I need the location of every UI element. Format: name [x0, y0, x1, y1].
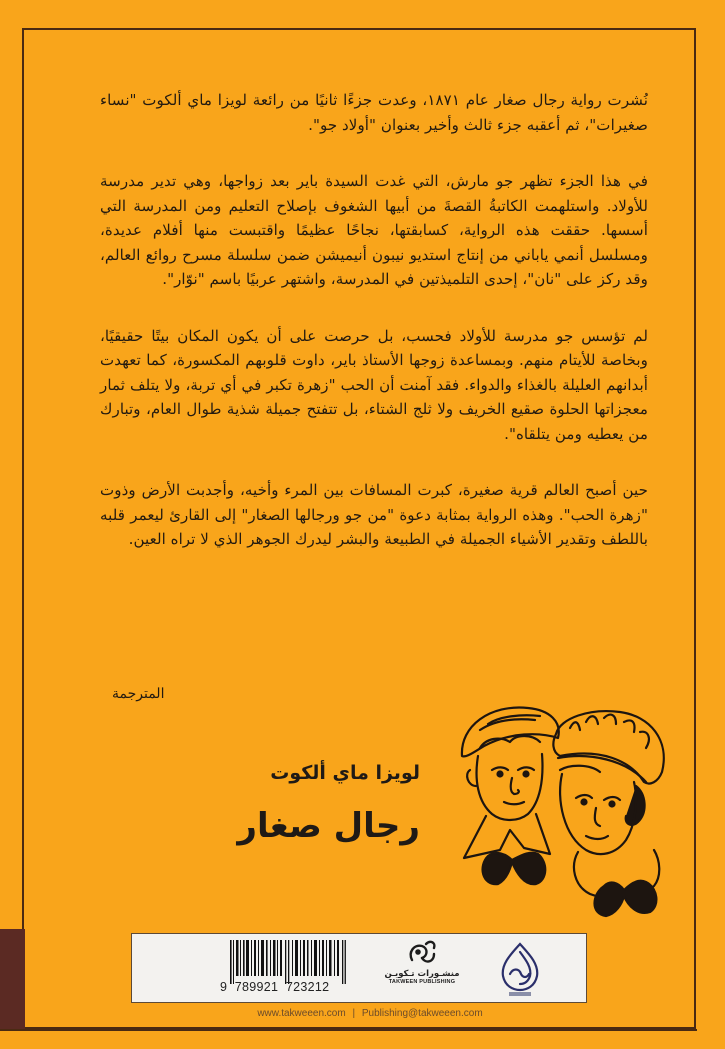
translator-signature: المترجمة — [112, 686, 165, 702]
publisher-name-en: TAKWEEN PUBLISHING — [388, 979, 456, 985]
spine-strip — [0, 929, 25, 1031]
link-separator: | — [352, 1008, 356, 1019]
email-link[interactable]: Publishing@takweeen.com — [361, 1008, 483, 1019]
publisher-contact-links — [240, 1008, 500, 1019]
blurb-paragraph-3: لم تؤسس جو مدرسة للأولاد فحسب، بل حرصت على أن يكون المكان بيتًا حقيقيًا، وبخاصة للأيتام منهم. وبمساعدة زوجها الأستاذ باير، داوت قلوبهم المكسورة، كما تعهدت أبدانهم العليلة بالغذاء والدواء. فقد آمنت أن الحب "زهرة تكبر في أي تربة، ولا يتلف ثمار معجزاتها الحلوة صقيع الخريف ولا ثلج الشتاء، بل تتفتح جميلة شذية طوال العام، وتبارك من يعطيه ومن يتلقاه". — [100, 326, 648, 443]
book-title: رجال صغار — [237, 806, 420, 846]
barcode-panel — [131, 933, 587, 1003]
takween-logo-icon — [404, 938, 440, 968]
two-children-illustration-icon — [440, 690, 670, 920]
blurb-paragraph-2: في هذا الجزء تظهر جو مارش، التي غدت السيدة باير بعد زواجها، وهي تدير مدرسة للأولاد. واستلهمت الكاتبةُ القصةَ من أبيها الشغوف بإصلاح التعليم ومن المدرسة التي أسسها. حققت هذه الرواية، كسابقتها، نجاحًا عظيمًا واقتبست منها أفلام عديدة، ومسلسل أنمي ياباني من إنتاج استديو نيبون أنيميشن ضمن سلسلة مسرح روائع العالم، وقد ركز على "نان"، إحدى التلميذتين في المدرسة، واشتهر عربيًا باسم "نوّار". — [100, 172, 648, 288]
isbn-digits: 9 789921 723212 — [220, 980, 330, 994]
publisher-name-ar: منشـورات تـكويـن — [384, 969, 460, 979]
website-link[interactable]: www.takweeen.com — [257, 1008, 346, 1019]
bottom-rule — [0, 1029, 697, 1031]
calligraphy-seal-icon — [495, 940, 545, 998]
author-name: لويزا ماي ألكوت — [270, 762, 420, 784]
blurb-paragraph-4: حين أصبح العالم قرية صغيرة، كبرت المسافات بين المرء وأخيه، وأجدبت الأرض وذوت "زهرة الحب". وهذه الرواية بمثابة دعوة "من جو ورجالها الصغار" إلى القارئ ليعمر قلبه باللطف وتقدير الأشياء الجميلة في الطبيعة والبشر ليدرك الجوهر الذي لا تراه العين. — [100, 481, 648, 548]
blurb-paragraph-1: نُشرت رواية رجال صغار عام ١٨٧١، وعدت جزءًا ثانيًا من رائعة لويزا ماي ألكوت "نساء صغيرات"، ثم أعقبه جزء ثالث وأخير بعنوان "أولاد جو". — [100, 91, 648, 134]
publisher-logo — [377, 938, 467, 1000]
back-cover-blurb — [100, 88, 648, 584]
barcode-icon — [230, 940, 346, 984]
